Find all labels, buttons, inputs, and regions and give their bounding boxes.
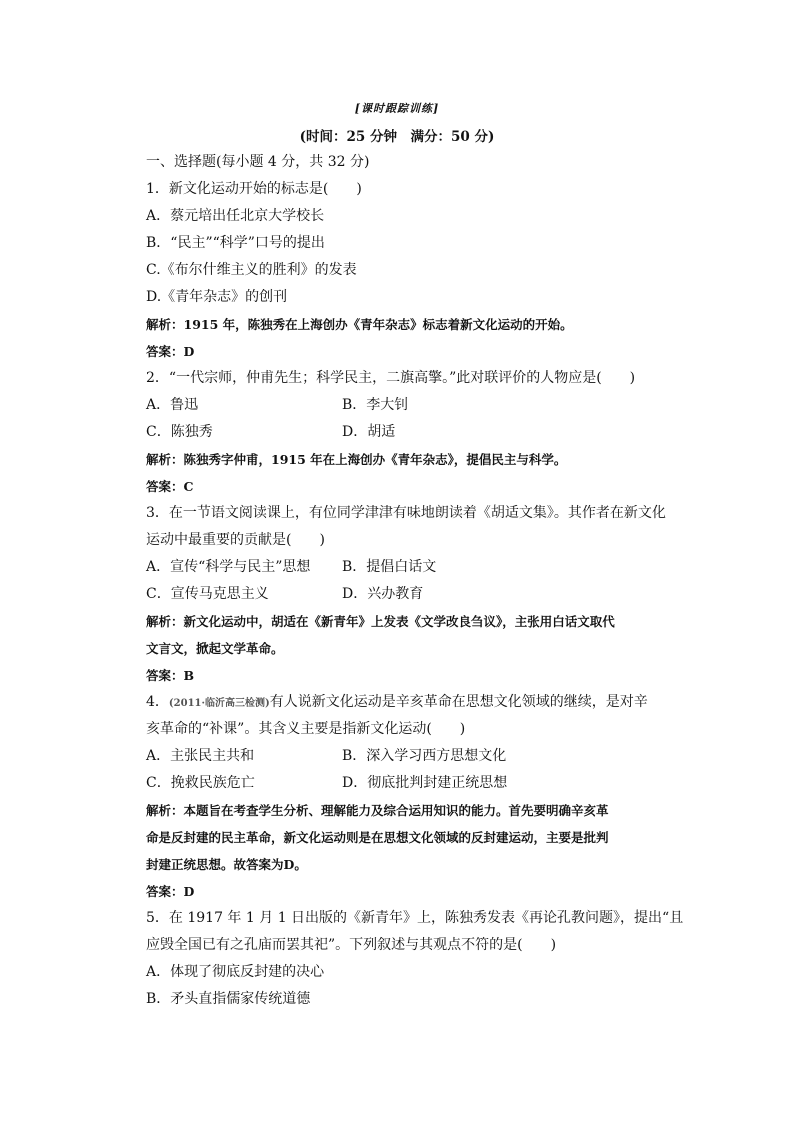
q1-option-a: A．蔡元培出任北京大学校长 [146,208,325,224]
q1-stem: 1．新文化运动开始的标志是( ) [146,181,362,197]
q3-options-row-1 [146,554,682,581]
question-list [146,149,682,1013]
q2-options-row-1 [146,392,682,419]
q2-answer: 答案：C [146,479,194,494]
q4-option-c: C．挽救民族危亡 [146,775,255,791]
section-heading: 一、选择题(每小题 4 分，共 32 分) [146,154,370,170]
q3-stem-line-1: 3．在一节语文阅读课上，有位同学津津有味地朗读着《胡适文集》。其作者在新文化 [146,505,666,521]
q1-explanation: 解析：1915 年，陈独秀在上海创办《青年杂志》标志着新文化运动的开始。 [146,317,573,332]
q4-explanation-line-2: 命是反封建的民主革命，新文化运动则是在思想文化领域的反封建运动，主要是批判 [146,830,609,845]
q4-number: 4． [146,694,169,710]
q5-stem-line-2: 应毁全国已有之孔庙而罢其祀”。下列叙述与其观点不符的是( ) [146,937,557,953]
q5-option-b: B．矛头直指儒家传统道德 [146,991,311,1007]
q5-option-a: A．体现了彻底反封建的决心 [146,964,325,980]
q4-stem-line-2: 亥革命的“补课”。其含义主要是指新文化运动( ) [146,721,466,737]
q4-option-b: B．深入学习西方思想文化 [342,748,507,764]
q2-option-c: C．陈独秀 [146,424,213,440]
q4-options-row-2 [146,770,682,797]
q3-option-b: B．提倡白话文 [342,559,437,575]
q4-option-d: D．彻底批判封建正统思想 [342,775,508,791]
q4-answer: 答案：D [146,884,195,899]
q2-stem: 2．“一代宗师，仲甫先生；科学民主，二旗高擎。”此对联评价的人物应是( ) [146,370,636,386]
q4-explanation-line-1: 解析：本题旨在考查学生分析、理解能力及综合运用知识的能力。首先要明确辛亥革 [146,803,609,818]
q1-option-d: D.《青年杂志》的创刊 [146,289,288,305]
q2-option-d: D．胡适 [342,424,396,440]
time-score-info: (时间：25 分钟 满分：50 分) [299,129,495,145]
q1-answer: 答案：D [146,344,195,359]
q3-option-a: A．宣传“科学与民主”思想 [146,559,311,575]
q4-options-row-1 [146,743,682,770]
q4-source: (2011·临沂高三检测) [168,698,270,709]
q1-option-b: B．“民主”“科学”口号的提出 [146,235,325,251]
q2-option-a: A．鲁迅 [146,397,199,413]
q2-options-row-2 [146,419,682,446]
q4-option-a: A．主张民主共和 [146,748,255,764]
q1-option-c: C.《布尔什维主义的胜利》的发表 [146,262,357,278]
q3-explanation-line-1: 解析：新文化运动中，胡适在《新青年》上发表《文学改良刍议》，主张用白话文取代 [146,614,615,629]
page-title: [课时跟踪训练] [354,102,440,115]
q2-option-b: B．李大钊 [342,397,409,413]
q3-stem-line-2: 运动中最重要的贡献是( ) [146,532,325,548]
q4-stem-text: 有人说新文化运动是辛亥革命在思想文化领域的继续，是对辛 [269,694,648,710]
q3-option-d: D．兴办教育 [342,586,424,602]
q3-options-row-2 [146,581,682,608]
q4-stem-line-1 [146,689,682,716]
q4-explanation-line-3: 封建正统思想。故答案为D。 [146,857,307,872]
q3-option-c: C．宣传马克思主义 [146,586,269,602]
q3-explanation-line-2: 文言文，掀起文学革命。 [146,641,284,656]
q2-explanation: 解析：陈独秀字仲甫，1915 年在上海创办《青年杂志》，提倡民主与科学。 [146,452,567,467]
q3-answer: 答案：B [146,668,195,683]
q5-stem-line-1: 5．在 1917 年 1 月 1 日出版的《新青年》上，陈独秀发表《再论孔教问题》，提出“且 [146,910,684,926]
